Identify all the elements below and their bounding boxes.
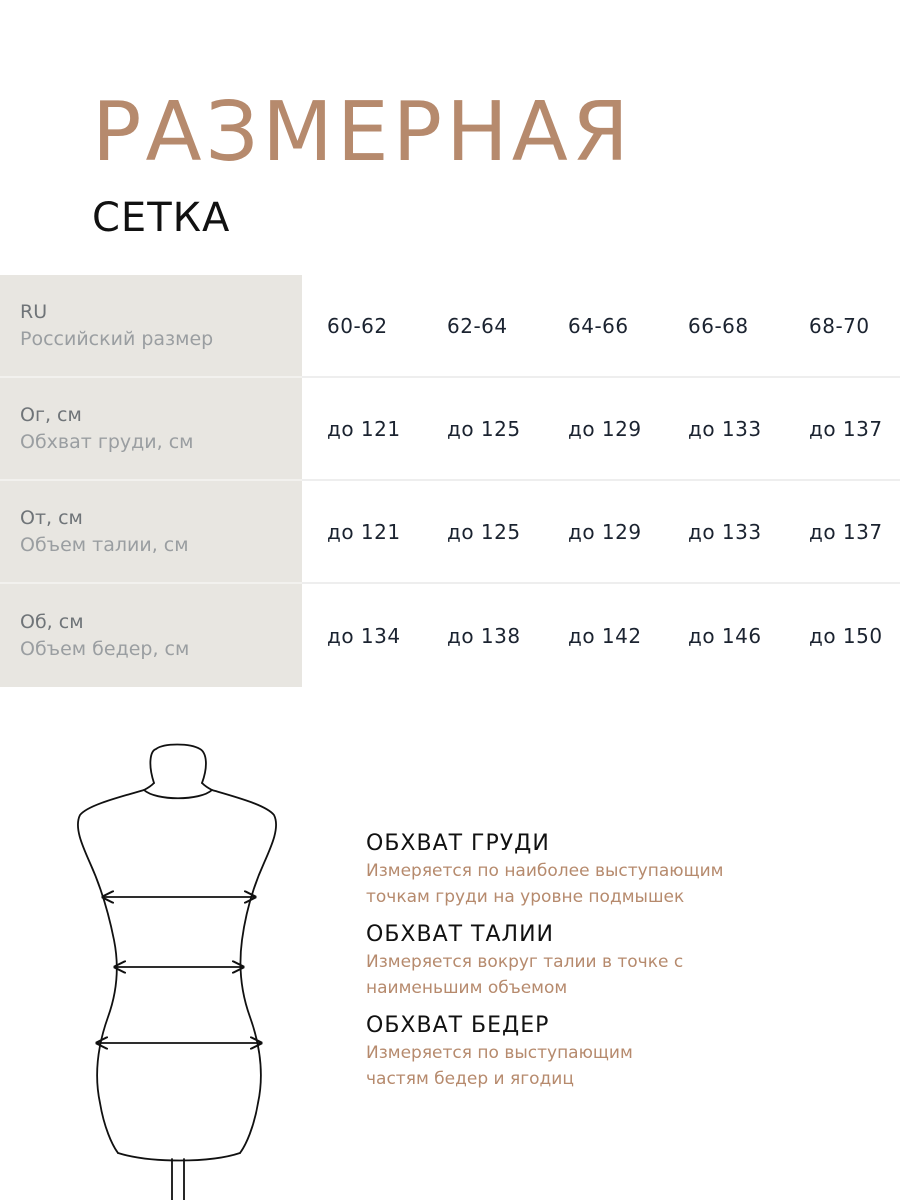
table-cell: до 138 xyxy=(447,623,521,648)
row-name: Объем бедер, см xyxy=(20,637,190,660)
measure-desc: Измеряется вокруг талии в точке с xyxy=(366,952,684,972)
measure-desc: наименьшим объемом xyxy=(366,978,568,998)
table-cell: до 121 xyxy=(327,416,401,441)
table-cell: до 129 xyxy=(568,416,642,441)
measure-title: ОБХВАТ БЕДЕР xyxy=(366,1013,550,1038)
measure-desc: частям бедер и ягодиц xyxy=(366,1069,574,1089)
row-code: Ог, см xyxy=(20,403,82,426)
table-cell: до 134 xyxy=(327,623,401,648)
measure-desc: точкам груди на уровне подмышек xyxy=(366,887,685,907)
measure-waist xyxy=(366,921,683,1001)
row-name: Объем талии, см xyxy=(20,533,189,556)
row-label xyxy=(0,584,302,687)
table-cell: до 121 xyxy=(327,519,401,544)
table-cell: до 142 xyxy=(568,623,642,648)
table-cell: до 133 xyxy=(688,416,762,441)
row-label xyxy=(0,275,302,378)
table-cell: до 129 xyxy=(568,519,642,544)
row-values xyxy=(302,481,900,584)
row-name: Российский размер xyxy=(20,327,214,350)
measure-chest xyxy=(366,830,723,910)
table-row-chest xyxy=(0,378,900,481)
table-cell: 62-64 xyxy=(447,313,508,338)
measure-desc: Измеряется по выступающим xyxy=(366,1043,633,1063)
row-name: Обхват груди, см xyxy=(20,430,194,453)
table-row-ru xyxy=(0,275,900,378)
page-subtitle: СЕТКА xyxy=(92,195,231,241)
measure-title: ОБХВАТ ТАЛИИ xyxy=(366,922,554,947)
size-table xyxy=(0,275,900,687)
measure-desc: Измеряется по наиболее выступающим xyxy=(366,861,724,881)
table-cell: до 125 xyxy=(447,519,521,544)
table-cell: до 137 xyxy=(809,416,883,441)
row-label xyxy=(0,378,302,481)
row-label xyxy=(0,481,302,584)
table-row-waist xyxy=(0,481,900,584)
table-cell: 60-62 xyxy=(327,313,388,338)
page-title: РАЗМЕРНАЯ xyxy=(92,85,633,180)
table-cell: до 125 xyxy=(447,416,521,441)
table-cell: до 146 xyxy=(688,623,762,648)
table-cell: 68-70 xyxy=(809,313,870,338)
measure-hips xyxy=(366,1012,633,1092)
table-cell: до 133 xyxy=(688,519,762,544)
row-values xyxy=(302,584,900,687)
table-cell: до 150 xyxy=(809,623,883,648)
row-code: RU xyxy=(20,300,48,323)
row-values xyxy=(302,275,900,378)
row-values xyxy=(302,378,900,481)
row-code: От, см xyxy=(20,506,83,529)
row-code: Об, см xyxy=(20,610,84,633)
table-cell: 64-66 xyxy=(568,313,629,338)
mannequin-icon xyxy=(60,735,300,1200)
measure-title: ОБХВАТ ГРУДИ xyxy=(366,831,550,856)
table-row-hips xyxy=(0,584,900,687)
table-cell: 66-68 xyxy=(688,313,749,338)
table-cell: до 137 xyxy=(809,519,883,544)
